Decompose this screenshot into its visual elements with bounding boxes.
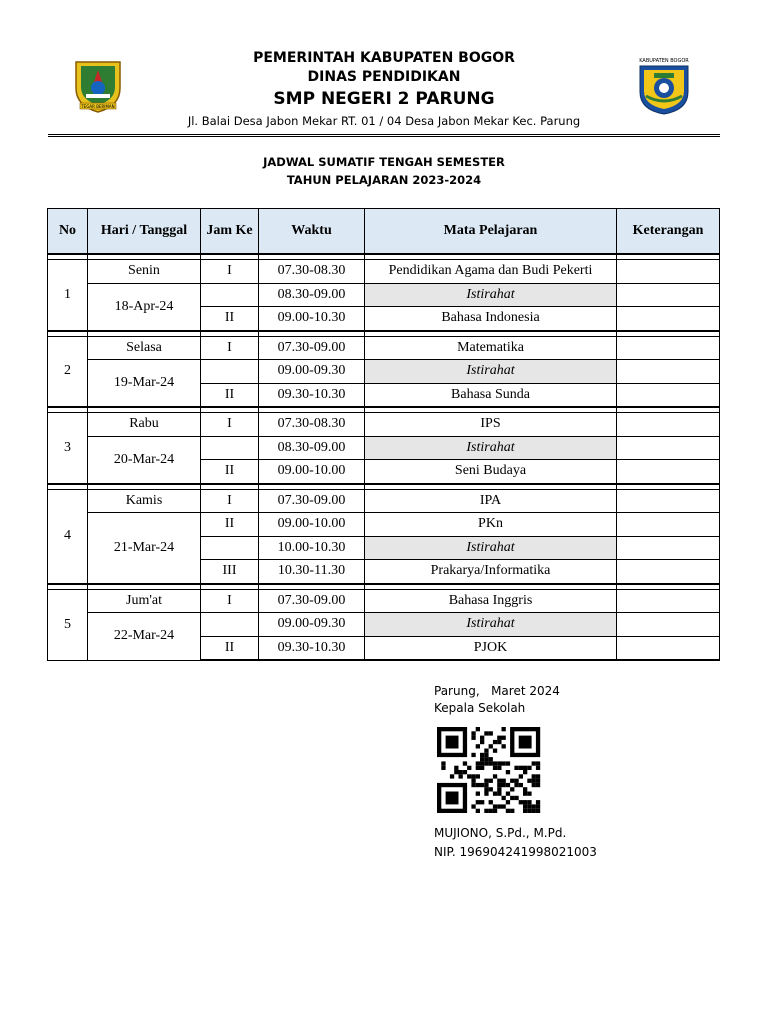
signer-nip: NIP. 196904241998021003 — [434, 845, 597, 859]
cell-jam-ke — [201, 436, 259, 460]
qr-module — [493, 792, 497, 796]
qr-module — [476, 809, 480, 813]
qr-module — [493, 774, 497, 778]
qr-module — [523, 809, 527, 813]
cell-waktu: 08.30-09.00 — [259, 283, 365, 307]
qr-module — [489, 800, 493, 804]
cell-waktu: 09.00-10.00 — [259, 460, 365, 484]
qr-module — [480, 740, 484, 744]
qr-module — [510, 809, 514, 813]
header-jam-ke: Jam Ke — [201, 209, 259, 255]
cell-jam-ke — [201, 536, 259, 560]
qr-module — [523, 804, 527, 808]
cell-jam-ke: II — [201, 636, 259, 660]
qr-module — [476, 761, 480, 765]
cell-tanggal: 18-Apr-24 — [88, 283, 201, 331]
qr-module — [463, 770, 467, 774]
qr-module — [480, 783, 484, 787]
qr-module — [493, 740, 497, 744]
qr-module — [480, 800, 484, 804]
cell-keterangan — [617, 260, 720, 284]
cell-mata-pelajaran: Bahasa Indonesia — [365, 307, 617, 331]
qr-module — [527, 809, 531, 813]
qr-module — [506, 770, 510, 774]
qr-module — [450, 774, 454, 778]
qr-finder — [446, 736, 459, 749]
cell-keterangan — [617, 513, 720, 537]
qr-module — [502, 783, 506, 787]
qr-module — [497, 740, 501, 744]
cell-hari: Jum'at — [88, 589, 201, 613]
header-hari-tanggal: Hari / Tanggal — [88, 209, 201, 255]
qr-module — [527, 800, 531, 804]
qr-module — [532, 783, 536, 787]
cell-mata-pelajaran: Prakarya/Informatika — [365, 560, 617, 584]
qr-module — [484, 749, 488, 753]
cell-keterangan — [617, 307, 720, 331]
qr-module — [471, 731, 475, 735]
qr-module — [489, 787, 493, 791]
cell-hari: Senin — [88, 260, 201, 284]
qr-module — [506, 809, 510, 813]
qr-module — [532, 761, 536, 765]
title-line-1: JADWAL SUMATIF TENGAH SEMESTER — [263, 155, 505, 169]
place-date: Parung, Maret 2024 — [434, 684, 560, 698]
qr-module — [519, 800, 523, 804]
qr-module — [510, 787, 514, 791]
qr-module — [506, 792, 510, 796]
qr-module — [480, 766, 484, 770]
cell-no: 3 — [48, 413, 88, 484]
cell-waktu: 09.00-09.30 — [259, 360, 365, 384]
qr-module — [527, 766, 531, 770]
qr-module — [502, 804, 506, 808]
cell-keterangan — [617, 360, 720, 384]
qr-module — [514, 766, 518, 770]
qr-module — [493, 766, 497, 770]
qr-module — [471, 804, 475, 808]
qr-module — [471, 774, 475, 778]
qr-module — [484, 792, 488, 796]
cell-jam-ke: II — [201, 383, 259, 407]
qr-module — [459, 774, 463, 778]
cell-mata-pelajaran: Istirahat — [365, 283, 617, 307]
qr-module — [502, 796, 506, 800]
qr-module — [454, 770, 458, 774]
qr-module — [476, 783, 480, 787]
qr-module — [493, 749, 497, 753]
kabupaten-bogor-emblem-icon — [72, 58, 124, 114]
cell-jam-ke — [201, 613, 259, 637]
table-row — [48, 336, 720, 360]
qr-module — [493, 761, 497, 765]
cell-jam-ke — [201, 283, 259, 307]
qr-module — [527, 792, 531, 796]
qr-module — [476, 727, 480, 731]
table-row — [48, 436, 720, 460]
qr-module — [502, 736, 506, 740]
table-row — [48, 613, 720, 637]
cell-waktu: 09.00-10.00 — [259, 513, 365, 537]
qr-module — [506, 761, 510, 765]
qr-module — [519, 774, 523, 778]
qr-module — [506, 783, 510, 787]
cell-no: 2 — [48, 336, 88, 407]
government-name: PEMERINTAH KABUPATEN BOGOR — [253, 50, 515, 66]
qr-module — [523, 800, 527, 804]
header-no: No — [48, 209, 88, 255]
qr-module — [532, 779, 536, 783]
cell-jam-ke — [201, 360, 259, 384]
signature-block — [434, 683, 560, 717]
qr-module — [536, 783, 540, 787]
qr-module — [484, 757, 488, 761]
cell-waktu: 07.30-09.00 — [259, 589, 365, 613]
table-header-row — [48, 209, 720, 255]
header-waktu: Waktu — [259, 209, 365, 255]
qr-module — [497, 766, 501, 770]
qr-module — [493, 809, 497, 813]
qr-module — [510, 796, 514, 800]
qr-module — [502, 761, 506, 765]
cell-keterangan — [617, 383, 720, 407]
logo-left-motto: TEGAR BERIMAN — [81, 104, 115, 109]
letterhead-divider — [48, 134, 720, 137]
qr-module — [476, 774, 480, 778]
header-mata-pelajaran: Mata Pelajaran — [365, 209, 617, 255]
qr-module — [523, 766, 527, 770]
document-title — [0, 153, 768, 189]
qr-module — [471, 753, 475, 757]
school-name: SMP NEGERI 2 PARUNG — [273, 89, 495, 109]
cell-keterangan — [617, 283, 720, 307]
cell-jam-ke: I — [201, 336, 259, 360]
cell-keterangan — [617, 560, 720, 584]
cell-hari: Kamis — [88, 489, 201, 513]
cell-mata-pelajaran: Bahasa Sunda — [365, 383, 617, 407]
cell-jam-ke: II — [201, 513, 259, 537]
cell-jam-ke: I — [201, 589, 259, 613]
qr-module — [459, 770, 463, 774]
qr-module — [497, 779, 501, 783]
schedule-table — [47, 208, 720, 661]
cell-waktu: 09.00-09.30 — [259, 613, 365, 637]
table-row — [48, 589, 720, 613]
cell-no: 4 — [48, 489, 88, 584]
cell-waktu: 10.30-11.30 — [259, 560, 365, 584]
qr-module — [536, 766, 540, 770]
qr-module — [506, 800, 510, 804]
cell-mata-pelajaran: Pendidikan Agama dan Budi Pekerti — [365, 260, 617, 284]
table-row — [48, 489, 720, 513]
cell-keterangan — [617, 536, 720, 560]
table-row — [48, 513, 720, 537]
qr-module — [484, 761, 488, 765]
qr-module — [480, 761, 484, 765]
cell-mata-pelajaran: Matematika — [365, 336, 617, 360]
qr-module — [441, 761, 445, 765]
cell-mata-pelajaran: IPS — [365, 413, 617, 437]
cell-jam-ke: I — [201, 413, 259, 437]
qr-finder — [519, 736, 532, 749]
cell-waktu: 09.30-10.30 — [259, 636, 365, 660]
cell-mata-pelajaran: Istirahat — [365, 613, 617, 637]
qr-module — [536, 761, 540, 765]
cell-jam-ke: I — [201, 260, 259, 284]
qr-module — [471, 779, 475, 783]
title-line-2: TAHUN PELAJARAN 2023-2024 — [286, 173, 482, 187]
qr-module — [527, 779, 531, 783]
qr-module — [484, 779, 488, 783]
cell-keterangan — [617, 336, 720, 360]
qr-module — [484, 783, 488, 787]
cell-jam-ke: II — [201, 307, 259, 331]
qr-module — [497, 804, 501, 808]
cell-keterangan — [617, 589, 720, 613]
qr-module — [497, 792, 501, 796]
qr-module — [489, 731, 493, 735]
qr-module — [536, 804, 540, 808]
qr-module — [489, 744, 493, 748]
table-row — [48, 283, 720, 307]
qr-module — [502, 727, 506, 731]
cell-mata-pelajaran: Istirahat — [365, 536, 617, 560]
qr-module — [480, 757, 484, 761]
cell-jam-ke: II — [201, 460, 259, 484]
qr-module — [489, 757, 493, 761]
qr-module — [480, 736, 484, 740]
qr-module — [489, 809, 493, 813]
cell-no: 1 — [48, 260, 88, 331]
cell-mata-pelajaran: PJOK — [365, 636, 617, 660]
cell-keterangan — [617, 460, 720, 484]
table-row — [48, 413, 720, 437]
qr-module — [467, 774, 471, 778]
table-row — [48, 260, 720, 284]
letterhead-text — [150, 49, 618, 130]
qr-module — [480, 753, 484, 757]
cell-waktu: 07.30-09.00 — [259, 336, 365, 360]
cell-keterangan — [617, 636, 720, 660]
department-name: DINAS PENDIDIKAN — [307, 69, 461, 85]
qr-module — [489, 761, 493, 765]
cell-hari: Selasa — [88, 336, 201, 360]
qr-module — [502, 744, 506, 748]
qr-module — [519, 783, 523, 787]
qr-module — [471, 783, 475, 787]
cell-mata-pelajaran: Istirahat — [365, 360, 617, 384]
cell-no: 5 — [48, 589, 88, 660]
cell-waktu: 09.30-10.30 — [259, 383, 365, 407]
qr-module — [497, 736, 501, 740]
header-keterangan: Keterangan — [617, 209, 720, 255]
cell-mata-pelajaran: Seni Budaya — [365, 460, 617, 484]
schedule-body — [48, 254, 720, 660]
qr-module — [467, 766, 471, 770]
school-address: Jl. Balai Desa Jabon Mekar RT. 01 / 04 Desa Jabon Mekar Kec. Parung — [187, 114, 581, 128]
signer-name: MUJIONO, S.Pd., M.Pd. — [434, 826, 567, 840]
cell-hari: Rabu — [88, 413, 201, 437]
table-row — [48, 360, 720, 384]
qr-module — [519, 766, 523, 770]
qr-module — [523, 792, 527, 796]
cell-waktu: 10.00-10.30 — [259, 536, 365, 560]
qr-module — [497, 787, 501, 791]
cell-mata-pelajaran: PKn — [365, 513, 617, 537]
qr-module — [489, 779, 493, 783]
qr-module — [502, 779, 506, 783]
qr-module — [536, 809, 540, 813]
qr-module — [510, 779, 514, 783]
qr-module — [471, 736, 475, 740]
qr-module — [493, 804, 497, 808]
cell-waktu: 09.00-10.30 — [259, 307, 365, 331]
cell-jam-ke: III — [201, 560, 259, 584]
qr-module — [484, 787, 488, 791]
qr-finder — [446, 792, 459, 805]
cell-tanggal: 21-Mar-24 — [88, 513, 201, 584]
school-logo-icon — [636, 56, 692, 116]
cell-mata-pelajaran: Bahasa Inggris — [365, 589, 617, 613]
cell-tanggal: 20-Mar-24 — [88, 436, 201, 484]
cell-keterangan — [617, 413, 720, 437]
logo-right-caption: KABUPATEN BOGOR — [639, 58, 689, 64]
qr-module — [532, 774, 536, 778]
qr-module — [476, 744, 480, 748]
qr-module — [454, 766, 458, 770]
qr-module — [523, 770, 527, 774]
qr-module — [532, 809, 536, 813]
qr-module — [536, 774, 540, 778]
cell-waktu: 07.30-08.30 — [259, 413, 365, 437]
signer-role: Kepala Sekolah — [434, 701, 526, 715]
cell-waktu: 07.30-09.00 — [259, 489, 365, 513]
signer-identity — [434, 824, 597, 862]
qr-module — [514, 779, 518, 783]
qr-module — [532, 804, 536, 808]
qr-module — [523, 787, 527, 791]
qr-code-icon — [437, 727, 541, 813]
qr-module — [514, 783, 518, 787]
qr-module — [536, 779, 540, 783]
qr-module — [476, 766, 480, 770]
cell-tanggal: 22-Mar-24 — [88, 613, 201, 661]
qr-module — [441, 766, 445, 770]
qr-module — [514, 796, 518, 800]
cell-keterangan — [617, 613, 720, 637]
cell-jam-ke: I — [201, 489, 259, 513]
cell-tanggal: 19-Mar-24 — [88, 360, 201, 408]
qr-module — [536, 800, 540, 804]
cell-waktu: 07.30-08.30 — [259, 260, 365, 284]
qr-module — [484, 753, 488, 757]
cell-mata-pelajaran: IPA — [365, 489, 617, 513]
cell-keterangan — [617, 489, 720, 513]
qr-module — [527, 804, 531, 808]
qr-module — [463, 761, 467, 765]
cell-mata-pelajaran: Istirahat — [365, 436, 617, 460]
qr-module — [484, 809, 488, 813]
qr-module — [497, 783, 501, 787]
cell-waktu: 08.30-09.00 — [259, 436, 365, 460]
qr-module — [476, 800, 480, 804]
qr-module — [476, 792, 480, 796]
letterhead — [0, 0, 768, 140]
qr-module — [497, 761, 501, 765]
cell-keterangan — [617, 436, 720, 460]
qr-module — [484, 731, 488, 735]
